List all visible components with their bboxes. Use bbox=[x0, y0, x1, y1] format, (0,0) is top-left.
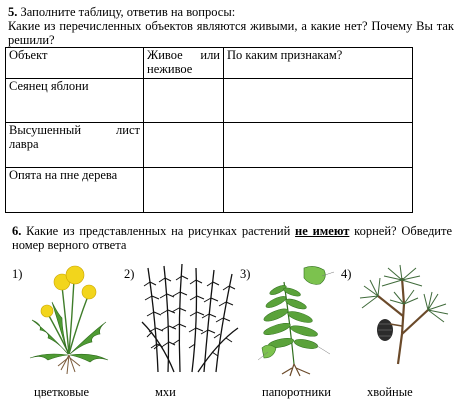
task5-heading bbox=[8, 5, 235, 19]
cell-object bbox=[6, 123, 144, 168]
cell-object bbox=[6, 79, 144, 123]
task6-text-after: корней? Обведите bbox=[354, 224, 453, 238]
task6-number: 6. bbox=[12, 224, 22, 238]
caption-flowering: цветковые bbox=[34, 385, 90, 399]
cell-living-answer[interactable] bbox=[144, 123, 224, 168]
option-3-number[interactable]: 3) bbox=[240, 267, 251, 281]
table-header-row bbox=[6, 48, 413, 79]
cell-living-answer[interactable] bbox=[144, 79, 224, 123]
option-1-number[interactable]: 1) bbox=[12, 267, 23, 281]
caption-ferns: папоротники bbox=[262, 385, 331, 399]
dandelion-illustration bbox=[28, 262, 110, 376]
object-laurel-line2: лавра bbox=[9, 137, 39, 151]
task6-question-line2: номер верного ответа bbox=[12, 238, 127, 252]
header-signs: По каким признакам? bbox=[224, 48, 413, 79]
task5-question-line1: Какие из перечисленных объектов являются живыми, а какие нет? Почему Вы так bbox=[8, 19, 454, 33]
task5-number: 5. bbox=[8, 5, 18, 19]
cell-living-answer[interactable] bbox=[144, 168, 224, 213]
option-2-number[interactable]: 2) bbox=[124, 267, 135, 281]
task5-question-line2: решили? bbox=[8, 33, 55, 47]
task6-question-line1 bbox=[12, 224, 452, 238]
cell-signs-answer[interactable] bbox=[224, 123, 413, 168]
header-living bbox=[144, 48, 224, 79]
pine-branch-illustration bbox=[358, 264, 450, 366]
fern-illustration bbox=[254, 264, 338, 380]
option-4-number[interactable]: 4) bbox=[341, 267, 352, 281]
caption-conifers: хвойные bbox=[367, 385, 413, 399]
cell-signs-answer[interactable] bbox=[224, 168, 413, 213]
table-row bbox=[6, 79, 413, 123]
object-seedling: Сеянец яблони bbox=[9, 79, 89, 93]
caption-mosses: мхи bbox=[155, 385, 176, 399]
task5-title: Заполните таблицу, ответив на вопросы: bbox=[20, 5, 236, 19]
objects-table bbox=[5, 47, 413, 213]
cell-signs-answer[interactable] bbox=[224, 79, 413, 123]
header-object: Объект bbox=[6, 48, 144, 79]
object-laurel-line1: Высушенный лист bbox=[9, 123, 140, 137]
header-living-line2: неживое bbox=[147, 62, 193, 76]
table-row bbox=[6, 168, 413, 213]
cell-object bbox=[6, 168, 144, 213]
header-living-line1: Живое или bbox=[147, 48, 220, 62]
task6-emphasis: не имеют bbox=[295, 224, 350, 238]
object-mushrooms: Опята на пне дерева bbox=[9, 168, 118, 182]
task6-text-before: Какие из представленных на рисунках растений bbox=[26, 224, 291, 238]
moss-illustration bbox=[138, 262, 242, 376]
table-row bbox=[6, 123, 413, 168]
